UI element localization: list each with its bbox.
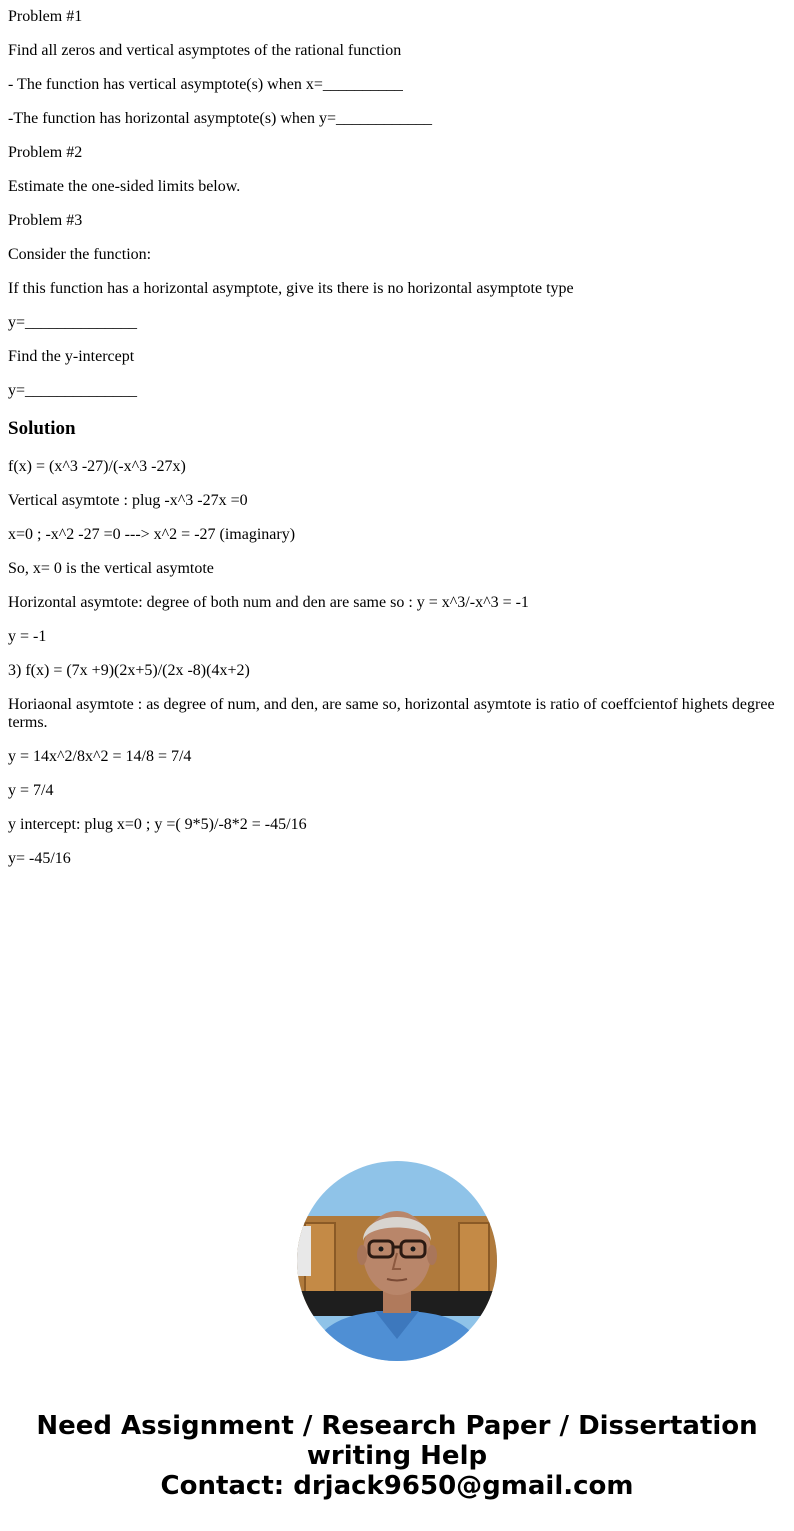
solution-line: Horiaonal asymtote : as degree of num, and den, are same so, horizontal asymtote is ratio of coeffcientof highets degree terms. [8, 696, 775, 731]
solution-line: y= -45/16 [8, 850, 71, 867]
problem-3-title: Problem #3 [8, 212, 83, 229]
problem-1-title: Problem #1 [8, 8, 83, 25]
avatar [297, 1161, 497, 1361]
promo-block [0, 1161, 794, 1501]
problem-3-intercept: Find the y-intercept [8, 348, 135, 365]
problem-1-horizontal-asymptote: -The function has horizontal asymptote(s) when y=____________ [8, 110, 433, 127]
solution-line: y = 7/4 [8, 782, 54, 799]
promo-line-1: Need Assignment / Research Paper / Dissertation [36, 1411, 758, 1441]
solution-line: y = 14x^2/8x^2 = 14/8 = 7/4 [8, 748, 192, 765]
solution-line: Horizontal asymtote: degree of both num and den are same so : y = x^3/-x^3 = -1 [8, 594, 529, 611]
solution-line: 3) f(x) = (7x +9)(2x+5)/(2x -8)(4x+2) [8, 662, 250, 679]
solution-line: y = -1 [8, 628, 47, 645]
solution-line: f(x) = (x^3 -27)/(-x^3 -27x) [8, 458, 186, 475]
promo-text [0, 1411, 794, 1501]
solution-line: Vertical asymtote : plug -x^3 -27x =0 [8, 492, 248, 509]
problem-1-vertical-asymptote: - The function has vertical asymptote(s) when x=__________ [8, 76, 403, 93]
problem-3-answer-1: y=______________ [8, 314, 138, 331]
solution-line: So, x= 0 is the vertical asymtote [8, 560, 214, 577]
problem-3-question: If this function has a horizontal asymptote, give its there is no horizontal asymptote type [8, 280, 574, 297]
problem-1-text: Find all zeros and vertical asymptotes of the rational function [8, 42, 402, 59]
problem-3-text: Consider the function: [8, 246, 152, 263]
problem-3-answer-2: y=______________ [8, 382, 138, 399]
promo-contact: Contact: drjack9650@gmail.com [160, 1471, 634, 1501]
document-body [0, 8, 794, 868]
solution-line: y intercept: plug x=0 ; y =( 9*5)/-8*2 = -45/16 [8, 816, 307, 833]
promo-line-2: writing Help [306, 1441, 488, 1471]
problem-2-title: Problem #2 [8, 144, 83, 161]
problem-2-text: Estimate the one-sided limits below. [8, 178, 241, 195]
solution-line: x=0 ; -x^2 -27 =0 ---> x^2 = -27 (imaginary) [8, 526, 296, 543]
solution-heading: Solution [8, 418, 76, 439]
avatar-portrait-image [297, 1161, 497, 1361]
